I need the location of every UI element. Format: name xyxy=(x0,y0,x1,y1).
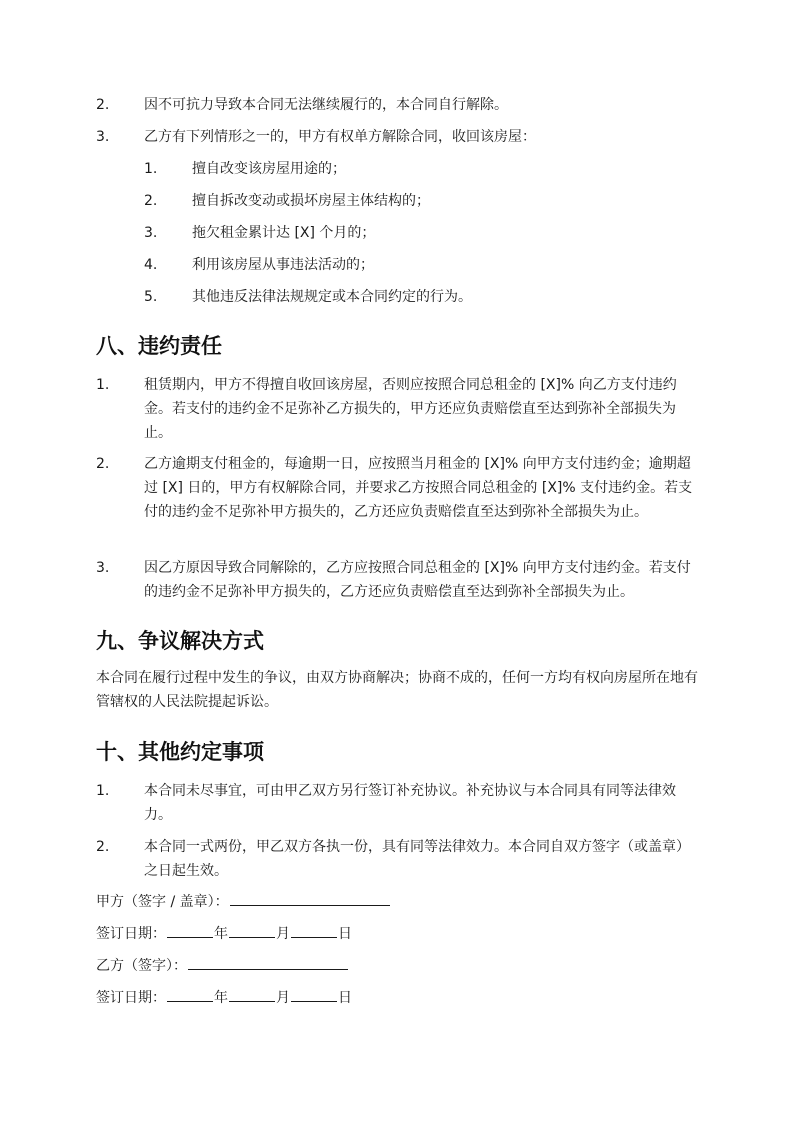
termination-subitem-4 xyxy=(144,253,700,277)
list-number: 2. xyxy=(96,839,110,855)
year-label: 年 xyxy=(214,926,228,942)
list-number: 2. xyxy=(96,97,110,113)
termination-subitem-5 xyxy=(144,285,700,309)
day-field[interactable] xyxy=(291,986,337,1002)
other-item-1 xyxy=(96,779,700,827)
list-text: 乙方逾期支付租金的，每逾期一日，应按照当月租金的 [X]% 向甲方支付违约金；逾期超过 [X] 日的，甲方有权解除合同，并要求乙方按照合同总租金的 [X]% 支付违约金。若支付的违约金不足弥补甲方损失的，乙方还应负责赔偿直至达到弥补全部损失为止。 xyxy=(144,456,693,520)
date-label: 签订日期： xyxy=(96,926,166,942)
day-label: 日 xyxy=(338,926,352,942)
party-a-date-line xyxy=(96,922,352,946)
list-text: 本合同未尽事宜，可由甲乙双方另行签订补充协议。补充协议与本合同具有同等法律效力。 xyxy=(144,783,676,823)
liability-item-1 xyxy=(96,373,700,445)
other-item-2 xyxy=(96,835,700,883)
list-text: 擅自拆改变动或损坏房屋主体结构的； xyxy=(192,193,430,209)
list-number: 2. xyxy=(96,456,110,472)
list-text: 利用该房屋从事违法活动的； xyxy=(192,257,374,273)
month-field[interactable] xyxy=(229,922,275,938)
list-number: 1. xyxy=(96,377,110,393)
party-a-label: 甲方（签字 / 盖章）： xyxy=(96,894,229,910)
list-number: 2. xyxy=(144,193,158,209)
list-number: 3. xyxy=(96,560,110,576)
liability-item-2 xyxy=(96,452,700,524)
month-label: 月 xyxy=(276,990,290,1006)
year-label: 年 xyxy=(214,990,228,1006)
section-heading-liability: 八、违约责任 xyxy=(96,334,222,358)
party-b-signature-line xyxy=(96,954,349,978)
section-heading-other: 十、其他约定事项 xyxy=(96,740,264,764)
list-text: 因不可抗力导致本合同无法继续履行的，本合同自行解除。 xyxy=(144,97,508,113)
list-text: 租赁期内，甲方不得擅自收回该房屋，否则应按照合同总租金的 [X]% 向乙方支付违约金。若支付的违约金不足弥补乙方损失的，甲方还应负责赔偿直至达到弥补全部损失为止。 xyxy=(144,377,677,441)
party-a-signature-field[interactable] xyxy=(230,890,390,906)
list-number: 1. xyxy=(144,161,158,177)
date-label: 签订日期： xyxy=(96,990,166,1006)
dispute-paragraph: 本合同在履行过程中发生的争议，由双方协商解决；协商不成的，任何一方均有权向房屋所在地有管辖权的人民法院提起诉讼。 xyxy=(96,670,698,710)
termination-item-2 xyxy=(96,93,700,117)
list-number: 4. xyxy=(144,257,158,273)
list-text: 拖欠租金累计达 [X] 个月的； xyxy=(192,225,376,241)
year-field[interactable] xyxy=(167,922,213,938)
party-b-signature-field[interactable] xyxy=(188,954,348,970)
list-number: 3. xyxy=(144,225,158,241)
list-number: 5. xyxy=(144,289,158,305)
day-label: 日 xyxy=(338,990,352,1006)
list-number: 3. xyxy=(96,129,110,145)
termination-subitem-2 xyxy=(144,189,700,213)
day-field[interactable] xyxy=(291,922,337,938)
party-a-signature-line xyxy=(96,890,391,914)
liability-item-3 xyxy=(96,556,700,604)
month-field[interactable] xyxy=(229,986,275,1002)
list-text: 本合同一式两份，甲乙双方各执一份，具有同等法律效力。本合同自双方签字（或盖章）之日起生效。 xyxy=(144,839,690,879)
list-text: 因乙方原因导致合同解除的，乙方应按照合同总租金的 [X]% 向甲方支付违约金。若支付的违约金不足弥补甲方损失的，乙方还应负责赔偿直至达到弥补全部损失为止。 xyxy=(144,560,691,600)
termination-subitem-3 xyxy=(144,221,700,245)
year-field[interactable] xyxy=(167,986,213,1002)
section-heading-dispute: 九、争议解决方式 xyxy=(96,629,264,653)
termination-item-3 xyxy=(96,125,700,149)
list-text: 其他违反法律法规规定或本合同约定的行为。 xyxy=(192,289,472,305)
list-number: 1. xyxy=(96,783,110,799)
termination-subitem-1 xyxy=(144,157,700,181)
month-label: 月 xyxy=(276,926,290,942)
list-text: 乙方有下列情形之一的，甲方有权单方解除合同，收回该房屋： xyxy=(144,129,536,145)
list-text: 擅自改变该房屋用途的； xyxy=(192,161,346,177)
party-b-date-line xyxy=(96,986,352,1010)
party-b-label: 乙方（签字）： xyxy=(96,958,187,974)
